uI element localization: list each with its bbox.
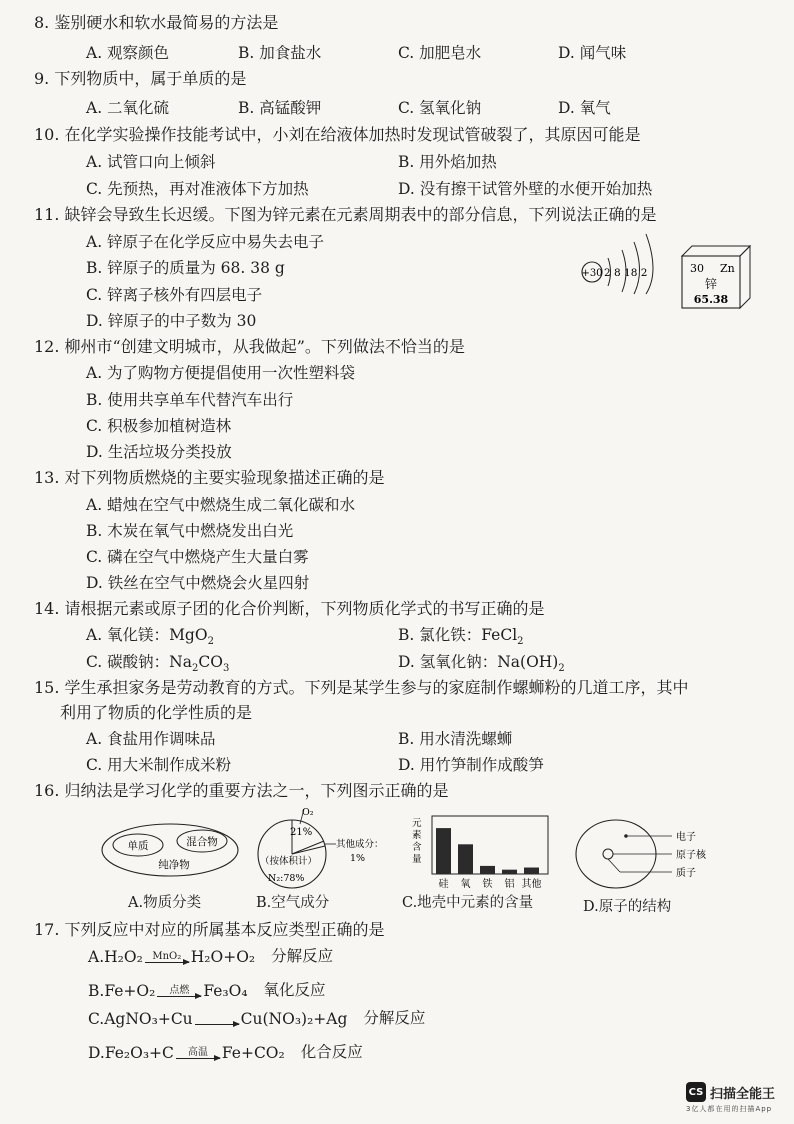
fig16b-air-pie[interactable] [246,806,384,892]
formula-naoh2: $Na(OH)_2$ [497,653,565,675]
q8-option-d[interactable]: D. 闻气味 [558,44,627,62]
q12-option-b[interactable]: B. 使用共享单车代替汽车出行 [86,391,294,409]
q9-option-b[interactable]: B. 高锰酸钾 [238,99,322,117]
fig16d-label-proton: 质子 [676,868,696,879]
reaction-b-type: 氧化反应 [263,981,326,999]
question-13-stem: 13. 对下列物质燃烧的主要实验现象描述正确的是 [34,468,385,487]
fig16c-tick-label-2: 氧 [460,879,471,890]
camscanner-logo-icon: CS [686,1082,706,1102]
fig16c-tick-label-1: 硅 [438,879,449,890]
q14-option-a[interactable]: A. 氧化镁：MgO$_2$ [86,626,214,648]
formula-fecl2: FeCl$_2$ [481,626,524,648]
fig16c-bar-1 [436,828,451,874]
cell-top-face [682,246,750,256]
fig16b-label-o2: O₂ [302,807,314,818]
fig16c-bars [436,828,539,874]
question-10-stem: 10. 在化学实验操作技能考试中，小刘在给液体加热时发现试管破裂了，其原因可能是 [34,125,641,144]
fig16a-label-mixture: 混合物 [186,836,218,848]
reaction-d-reactants: Fe₂O₃+C [104,1044,174,1062]
fig16b-label-1pct: 1% [350,853,366,864]
fig16d-atom-structure[interactable] [574,818,724,890]
q9-option-a[interactable]: A. 二氧化硫 [86,99,170,117]
fig16c-bar-5 [524,868,539,874]
q13-option-a[interactable]: A. 蜡烛在空气中燃烧生成二氧化碳和水 [86,496,356,514]
question-16-stem: 16. 归纳法是学习化学的重要方法之一，下列图示正确的是 [34,781,449,800]
question-15-stem-line1: 15. 学生承担家务是劳动教育的方式。下列是某学生参与的家庭制作螺蛳粉的几道工序，其中 [34,678,689,697]
question-12-stem: 12. 柳州市“创建文明城市，从我做起”。下列做法不恰当的是 [34,337,465,356]
fig16c-bar-3 [480,866,495,874]
q12-option-c[interactable]: C. 积极参加植树造林 [86,417,232,435]
reaction-arrow-c [195,1024,239,1025]
reaction-c-reactants: AgNO₃+Cu [104,1010,193,1028]
question-11-stem: 11. 缺锌会导致生长迟缓。下图为锌元素在元素周期表中的部分信息，下列说法正确的是 [34,205,657,224]
scanner-app-name: 扫描全能王 [710,1086,776,1102]
zinc-atomic-number: 30 [690,262,704,275]
q8-option-a[interactable]: A. 观察颜色 [86,44,170,62]
question-8-stem: 8. 鉴别硬水和软水最简易的方法是 [34,13,279,32]
q11-option-c[interactable]: C. 锌离子核外有四层电子 [86,286,263,304]
fig16d-label-electron: 电子 [676,832,696,843]
question-14-stem: 14. 请根据元素或原子团的化合价判断，下列物质化学式的书写正确的是 [34,599,545,618]
zinc-symbol: Zn [720,262,735,275]
fig16d-caption: D.原子的结构 [583,899,672,915]
fig16c-tick-labels [439,877,542,890]
fig16a-caption: A.物质分类 [128,895,202,911]
reaction-arrow-d: 高温 [176,1047,220,1059]
fig16c-caption: C.地壳中元素的含量 [402,895,534,911]
formula-na2co3: $Na_2CO_3$ [169,653,230,675]
fig16b-caption: B.空气成分 [256,895,330,911]
fig16c-ylabel-2: 素 [412,830,422,841]
q17-option-d[interactable]: D. Fe₂O₃+C 高温 Fe+CO₂ 化合反应 [88,1040,363,1062]
fig16a-label-pure: 纯净物 [158,859,190,871]
zinc-atom-structure-diagram [578,228,668,294]
cell-side-face [740,246,750,308]
fig16c-ylabel-1: 元 [412,818,422,829]
fig16b-label-n2: N₂:78% [268,873,305,884]
q10-option-a[interactable]: A. 试管口向上倾斜 [86,153,216,171]
fig16a-classification-diagram[interactable] [98,818,246,884]
fig16b-label-note: （按体积计） [260,856,318,867]
question-9-stem: 9. 下列物质中，属于单质的是 [34,69,247,88]
fig16d-electron-dot [624,834,628,838]
q10-option-d[interactable]: D. 没有擦干试管外壁的水便开始加热 [398,180,653,198]
q14-option-c[interactable]: C. 碳酸钠：$Na_2CO_3$ [86,653,230,675]
reaction-d-type: 化合反应 [300,1043,363,1061]
scanner-app-badge [686,1082,775,1102]
q13-option-d[interactable]: D. 铁丝在空气中燃烧会火星四射 [86,574,310,592]
shell-arc-4 [646,234,653,294]
reaction-a-products: H₂O+O₂ [190,948,256,966]
fig16c-crust-bar-chart[interactable] [408,814,552,890]
reaction-a-reactants: H₂O₂ [104,948,143,966]
fig16b-label-21pct: 21% [290,827,313,838]
reaction-c-type: 分解反应 [363,1009,426,1027]
q11-option-b[interactable]: B. 锌原子的质量为 68. 38 g [86,259,285,277]
q8-option-b[interactable]: B. 加食盐水 [238,44,322,62]
fig16c-ylabel-3: 含 [412,842,422,853]
fig16d-leader-proton-1 [608,859,620,872]
reaction-b-reactants: Fe+O₂ [104,982,156,1000]
zinc-periodic-cell [680,244,752,310]
fig16d-nucleus [603,849,613,859]
q14-option-b[interactable]: B. 氯化铁：FeCl$_2$ [398,626,524,648]
q9-option-d[interactable]: D. 氧气 [558,99,611,117]
q8-option-c[interactable]: C. 加肥皂水 [398,44,482,62]
q13-option-b[interactable]: B. 木炭在氧气中燃烧发出白光 [86,522,294,540]
q17-option-c[interactable]: C. AgNO₃+Cu Cu(NO₃)₂+Ag 分解反应 [88,1006,425,1028]
q15-option-a[interactable]: A. 食盐用作调味品 [86,730,216,748]
fig16c-tick-label-3: 铁 [482,879,493,890]
q11-option-a[interactable]: A. 锌原子在化学反应中易失去电子 [86,233,325,251]
zinc-nucleus-charge: +30 [581,268,603,279]
fig16c-ylabel-4: 量 [412,854,422,865]
fig16c-tick-label-4: 铝 [504,879,515,890]
reaction-a-type: 分解反应 [271,947,334,965]
reaction-arrow-b: 点燃 [157,985,201,997]
zinc-atomic-mass: 65.38 [693,293,729,306]
q15-option-c[interactable]: C. 用大米制作成米粉 [86,756,232,774]
q15-option-b[interactable]: B. 用水清洗螺蛳 [398,730,513,748]
q11-option-d[interactable]: D. 锌原子的中子数为 30 [86,312,257,330]
q13-option-c[interactable]: C. 磷在空气中燃烧产生大量白雾 [86,548,309,566]
zinc-name: 锌 [704,277,718,291]
q10-option-c[interactable]: C. 先预热，再对准液体下方加热 [86,180,309,198]
reaction-d-products: Fe+CO₂ [221,1044,285,1062]
fig16c-tick-label-5: 其他 [521,879,542,890]
q10-option-b[interactable]: B. 用外焰加热 [398,153,497,171]
q15-option-d[interactable]: D. 用竹笋制作成酸笋 [398,756,544,774]
fig16b-label-other: 其他成分： [336,839,384,850]
zinc-shell-electrons: 2 8 18 2 [604,267,648,279]
formula-mgo2: MgO$_2$ [169,626,214,648]
fig16c-bar-4 [502,870,517,874]
fig16d-label-nucleus: 原子核 [676,850,706,861]
q9-option-c[interactable]: C. 氢氧化钠 [398,99,482,117]
q12-option-a[interactable]: A. 为了购物方便提倡使用一次性塑料袋 [86,364,356,382]
reaction-c-products: Cu(NO₃)₂+Ag [240,1010,348,1028]
fig16a-label-element: 单质 [127,840,149,852]
fig16c-bar-2 [458,844,473,874]
question-17-stem: 17. 下列反应中对应的所属基本反应类型正确的是 [34,920,385,939]
reaction-b-products: Fe₃O₄ [203,982,248,1000]
q14-option-d[interactable]: D. 氢氧化钠：$Na(OH)_2$ [398,653,565,675]
q17-option-b[interactable]: B. Fe+O₂ 点燃 Fe₃O₄ 氧化反应 [88,978,326,1000]
reaction-arrow-a: MnO₂ [145,951,189,963]
scanner-app-slogan: 3亿人都在用的扫描App [686,1105,773,1113]
q12-option-d[interactable]: D. 生活垃圾分类投放 [86,443,232,461]
q17-option-a[interactable]: A. H₂O₂ MnO₂ H₂O+O₂ 分解反应 [88,944,333,966]
question-15-stem-line2: 利用了物质的化学性质的是 [60,703,253,722]
